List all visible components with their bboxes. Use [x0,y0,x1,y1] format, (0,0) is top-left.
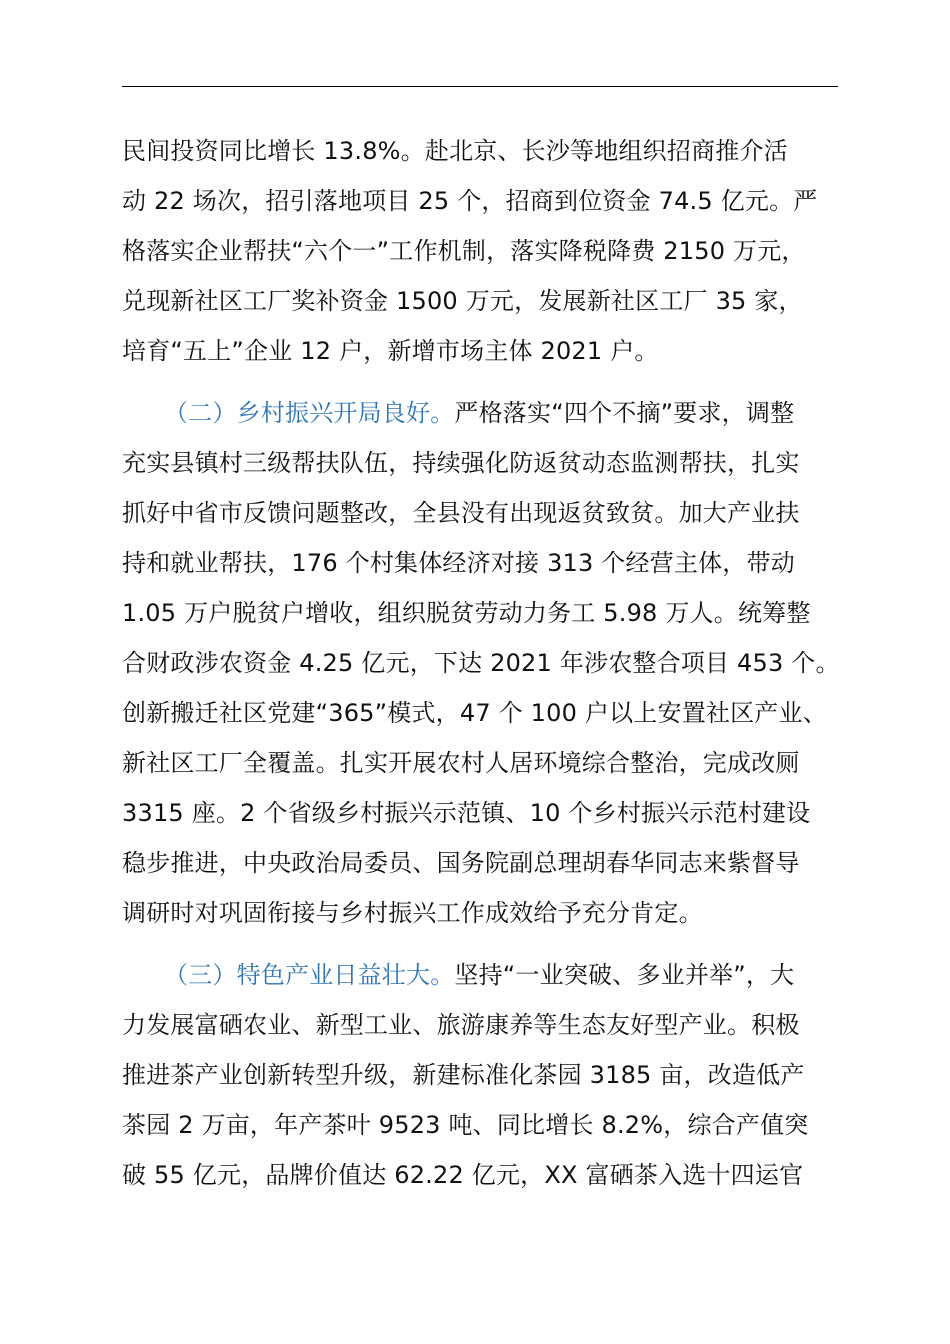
section-heading: （二）乡村振兴开局良好。 [164,399,455,427]
text-line: 1.05 万户脱贫户增收，组织脱贫劳动力务工 5.98 万人。统筹整 [122,599,811,627]
text-line: 培育“五上”企业 12 户，新增市场主体 2021 户。 [122,337,659,365]
text-span: 严格落实“四个不摘”要求，调整 [454,399,795,427]
text-line: 新社区工厂全覆盖。扎实开展农村人居环境综合整治，完成改厕 [122,749,800,777]
paragraph-investment [122,126,838,376]
text-line: 调研时对巩固衔接与乡村振兴工作成效给予充分肯定。 [122,899,703,927]
text-line: 创新搬迁社区党建“365”模式，47 个 100 户以上安置社区产业、 [122,699,827,727]
text-line: 力发展富硒农业、新型工业、旅游康养等生态友好型产业。积极 [122,1011,800,1039]
text-line: 推进茶产业创新转型升级，新建标准化茶园 3185 亩，改造低产 [122,1061,805,1089]
paragraph-first-line [122,950,838,1000]
section-heading: （三）特色产业日益壮大。 [164,961,455,989]
document-body [122,126,838,1200]
text-line: 破 55 亿元，品牌价值达 62.22 亿元，XX 富硒茶入选十四运官 [122,1161,804,1189]
text-line: 民间投资同比增长 13.8%。赴北京、长沙等地组织招商推介活 [122,137,788,165]
text-line: 持和就业帮扶，176 个村集体经济对接 313 个经营主体，带动 [122,549,795,577]
text-line: 动 22 场次，招引落地项目 25 个，招商到位资金 74.5 亿元。严 [122,187,818,215]
header-rule [122,86,838,87]
text-line: 茶园 2 万亩，年产茶叶 9523 吨、同比增长 8.2%，综合产值突 [122,1111,809,1139]
text-line: 兑现新社区工厂奖补资金 1500 万元，发展新社区工厂 35 家， [122,287,803,315]
paragraph-first-line [122,388,838,438]
text-line: 3315 座。2 个省级乡村振兴示范镇、10 个乡村振兴示范村建设 [122,799,811,827]
text-line: 格落实企业帮扶“六个一”工作机制，落实降税降费 2150 万元， [122,237,806,265]
text-span: 坚持“一业突破、多业并举”，大 [454,961,795,989]
text-line: 抓好中省市反馈问题整改，全县没有出现返贫致贫。加大产业扶 [122,499,800,527]
text-line: 稳步推进，中央政治局委员、国务院副总理胡春华同志来紫督导 [122,849,800,877]
paragraph-rural-revitalization [122,388,838,938]
text-line: 合财政涉农资金 4.25 亿元，下达 2021 年涉农整合项目 453 个。 [122,649,840,677]
text-line: 充实县镇村三级帮扶队伍，持续强化防返贫动态监测帮扶，扎实 [122,449,800,477]
paragraph-featured-industry [122,950,838,1200]
